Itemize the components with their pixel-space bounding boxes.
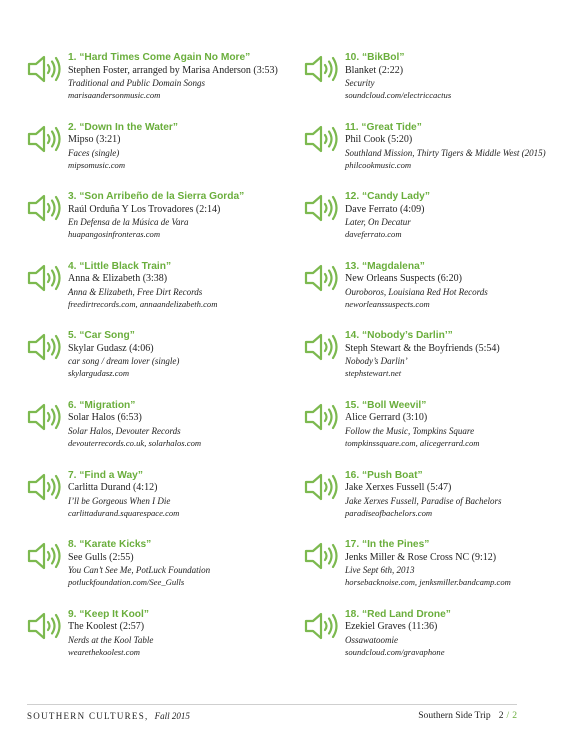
track-url[interactable]: tompkinssquare.com, alicegerrard.com: [345, 437, 480, 448]
track-1: [27, 52, 277, 122]
track-artist: Jenks Miller & Rose Cross NC (9:12): [345, 551, 497, 563]
track-artist: See Gulls (2:55): [68, 551, 134, 563]
track-title: 15. “Boll Weevil”: [345, 399, 427, 411]
speaker-icon[interactable]: [304, 125, 339, 153]
track-album: Later, On Decatur: [345, 217, 411, 228]
track-14: [304, 330, 554, 400]
speaker-icon[interactable]: [304, 612, 339, 640]
track-title: 14. “Nobody’s Darlin’”: [345, 330, 453, 342]
track-album: Anna & Elizabeth, Free Dirt Records: [68, 286, 203, 297]
track-artist: Ezekiel Graves (11:36): [345, 621, 438, 633]
track-album: En Defensa de la Música de Vara: [68, 217, 189, 228]
speaker-icon[interactable]: [304, 333, 339, 361]
track-15: [304, 400, 554, 470]
speaker-icon[interactable]: [27, 333, 62, 361]
track-url[interactable]: soundcloud.com/gravaphone: [345, 646, 445, 657]
footer-journal: [27, 711, 190, 721]
track-artist: Mipso (3:21): [68, 134, 121, 146]
track-artist: Solar Halos (6:53): [68, 412, 142, 424]
track-album: Ossawatoomie: [345, 634, 399, 645]
track-url[interactable]: freedirtrecords.com, annaandelizabeth.com: [68, 298, 218, 309]
track-12: [304, 191, 554, 261]
track-url[interactable]: potluckfoundation.com/See_Gulls: [68, 577, 185, 588]
track-title: 3. “Son Arribeño de la Sierra Gorda”: [68, 191, 245, 203]
track-10: [304, 52, 554, 122]
track-4: [27, 261, 277, 331]
track-artist: Skylar Gudasz (4:06): [68, 342, 154, 354]
speaker-icon[interactable]: [304, 194, 339, 222]
track-18: [304, 609, 554, 679]
track-3: [27, 191, 277, 261]
track-artist: New Orleans Suspects (6:20): [345, 273, 462, 285]
track-title: 8. “Karate Kicks”: [68, 539, 152, 551]
track-album: Security: [345, 78, 375, 88]
track-artist: Alice Gerrard (3:10): [345, 412, 428, 424]
track-album: Nobody’s Darlin’: [345, 356, 408, 367]
track-artist: Jake Xerxes Fussell (5:47): [345, 482, 452, 494]
track-artist: Stephen Foster, arranged by Marisa Anderson (3:53): [68, 64, 278, 76]
speaker-icon[interactable]: [304, 55, 339, 83]
track-album: Faces (single): [68, 147, 120, 158]
track-album: Jake Xerxes Fussell, Paradise of Bachelors: [345, 495, 502, 506]
track-title: 18. “Red Land Drone”: [345, 608, 451, 620]
track-url[interactable]: marisaandersonmusic.com: [68, 90, 161, 100]
track-title: 17. “In the Pines”: [345, 539, 430, 551]
page-total: 2: [512, 710, 517, 721]
speaker-icon[interactable]: [304, 542, 339, 570]
page-separator: /: [506, 710, 510, 721]
speaker-icon[interactable]: [27, 542, 62, 570]
track-title: 16. “Push Boat”: [345, 469, 423, 481]
track-album: Ouroboros, Louisiana Red Hot Records: [345, 286, 488, 297]
journal-name: SOUTHERN CULTURES,: [27, 711, 149, 721]
track-album: Southland Mission, Thirty Tigers & Middle West (2015): [345, 147, 546, 158]
section-title: Southern Side Trip: [418, 710, 491, 721]
track-artist: Anna & Elizabeth (3:38): [68, 273, 168, 285]
footer-page-info: [418, 710, 517, 721]
track-album: car song / dream lover (single): [68, 356, 180, 367]
track-13: [304, 261, 554, 331]
track-7: [27, 470, 277, 540]
page-number: 2: [498, 710, 504, 721]
track-album: Solar Halos, Devouter Records: [68, 425, 181, 436]
track-8: [27, 539, 277, 609]
track-16: [304, 470, 554, 540]
track-album: Traditional and Public Domain Songs: [68, 78, 206, 88]
track-url[interactable]: wearethekoolest.com: [68, 646, 140, 657]
track-album: You Can’t See Me, PotLuck Foundation: [68, 565, 211, 576]
track-title: 10. “BikBol”: [345, 52, 405, 63]
track-title: 2. “Down In the Water”: [68, 121, 178, 133]
track-title: 4. “Little Black Train”: [68, 260, 172, 272]
track-url[interactable]: neworleanssuspects.com: [345, 298, 430, 309]
track-title: 12. “Candy Lady”: [345, 191, 430, 203]
speaker-icon[interactable]: [27, 194, 62, 222]
track-album: Nerds at the Kool Table: [68, 634, 154, 645]
track-column-right: [304, 52, 554, 678]
track-11: [304, 122, 554, 192]
track-17: [304, 539, 554, 609]
track-artist: Steph Stewart & the Boyfriends (5:54): [345, 342, 500, 354]
track-url[interactable]: philcookmusic.com: [345, 159, 412, 170]
speaker-icon[interactable]: [27, 264, 62, 292]
track-title: 6. “Migration”: [68, 399, 136, 411]
footer-divider: [27, 704, 517, 705]
track-url[interactable]: carlittadurand.squarespace.com: [68, 507, 180, 518]
track-column-left: [27, 52, 277, 678]
track-artist: Blanket (2:22): [345, 64, 404, 76]
track-url[interactable]: paradiseofbachelors.com: [345, 507, 433, 518]
track-title: 11. “Great Tide”: [345, 121, 422, 133]
track-title: 7. “Find a Way”: [68, 469, 143, 481]
track-artist: Carlitta Durand (4:12): [68, 482, 158, 494]
track-url[interactable]: mipsomusic.com: [68, 159, 126, 170]
speaker-icon[interactable]: [304, 264, 339, 292]
track-title: 1. “Hard Times Come Again No More”: [68, 52, 251, 63]
track-artist: Raúl Orduña Y Los Trovadores (2:14): [68, 203, 221, 215]
track-url[interactable]: daveferrato.com: [345, 229, 402, 240]
track-artist: Dave Ferrato (4:09): [345, 203, 425, 215]
speaker-icon[interactable]: [27, 403, 62, 431]
track-url[interactable]: soundcloud.com/electriccactus: [345, 90, 452, 100]
track-url[interactable]: stephstewart.net: [345, 368, 402, 379]
track-album: Follow the Music, Tompkins Square: [345, 425, 475, 436]
speaker-icon[interactable]: [304, 473, 339, 501]
speaker-icon[interactable]: [27, 125, 62, 153]
track-2: [27, 122, 277, 192]
track-title: 5. “Car Song”: [68, 330, 135, 342]
speaker-icon[interactable]: [27, 612, 62, 640]
track-url[interactable]: skylargudasz.com: [68, 368, 130, 379]
track-5: [27, 330, 277, 400]
track-album: I’ll be Gorgeous When I Die: [68, 495, 171, 506]
track-9: [27, 609, 277, 679]
speaker-icon[interactable]: [27, 55, 62, 83]
track-title: 13. “Magdalena”: [345, 260, 425, 272]
journal-issue: Fall 2015: [154, 711, 190, 721]
track-url[interactable]: huapangosinfronteras.com: [68, 229, 161, 240]
track-title: 9. “Keep It Kool”: [68, 608, 149, 620]
track-album: Live Sept 6th, 2013: [345, 565, 415, 576]
track-url[interactable]: devouterrecords.co.uk, solarhalos.com: [68, 437, 202, 448]
track-artist: The Koolest (2:57): [68, 621, 145, 633]
speaker-icon[interactable]: [27, 473, 62, 501]
track-artist: Phil Cook (5:20): [345, 134, 413, 146]
track-url[interactable]: horsebacknoise.com, jenksmiller.bandcamp.com: [345, 577, 511, 588]
speaker-icon[interactable]: [304, 403, 339, 431]
track-6: [27, 400, 277, 470]
